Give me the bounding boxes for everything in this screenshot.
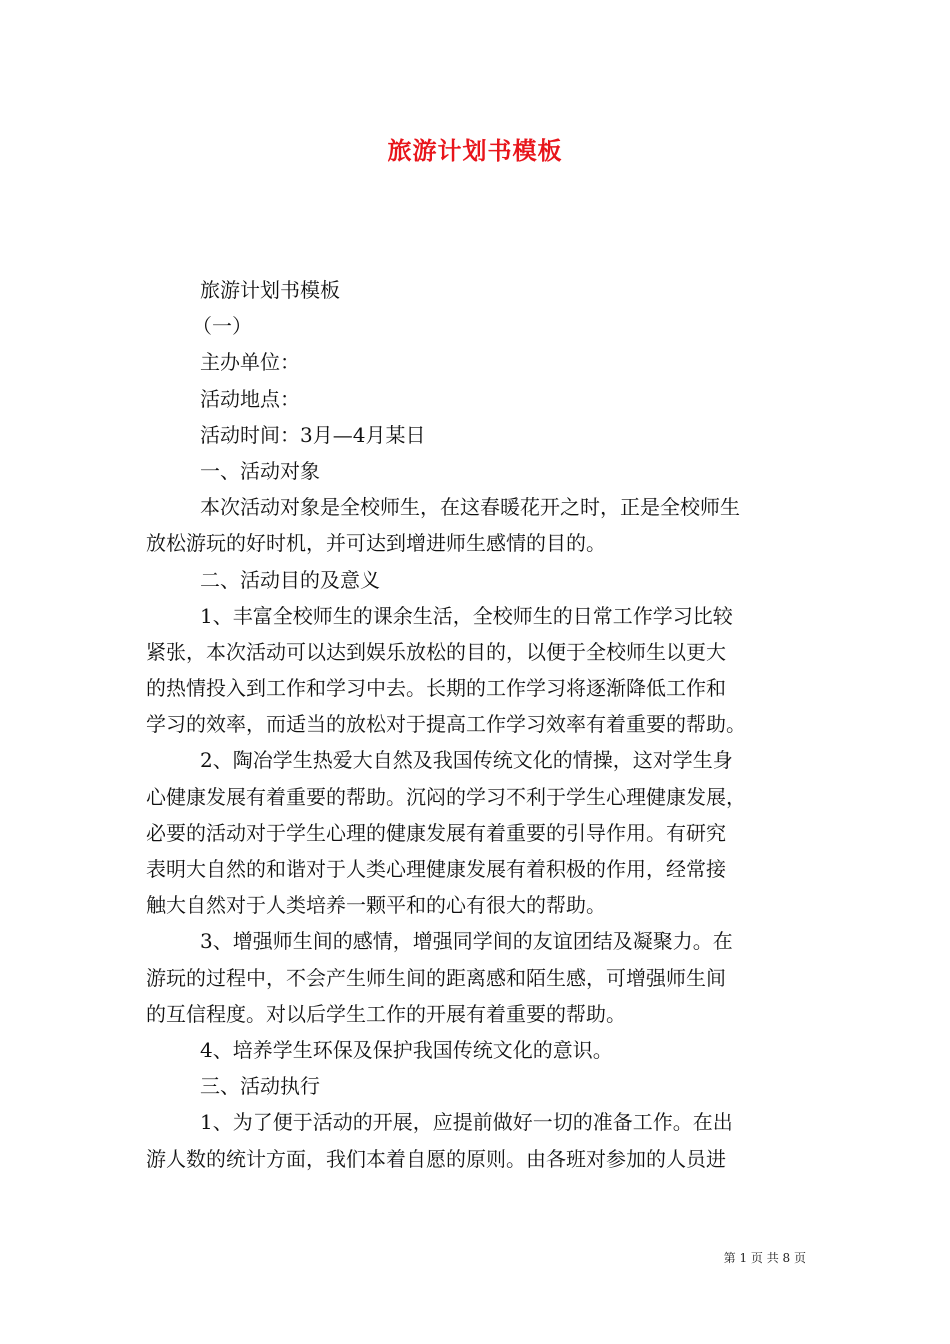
text-line: 本次活动对象是全校师生，在这春暖花开之时，正是全校师生 (200, 495, 740, 520)
text-line: 紧张，本次活动可以达到娱乐放松的目的，以便于全校师生以更大 (146, 639, 726, 664)
text-line: 一、活动对象 (200, 458, 320, 483)
page-footer (0, 1249, 950, 1266)
text-line: 表明大自然的和谐对于人类心理健康发展有着积极的作用，经常接 (146, 857, 726, 881)
text-line: 1、丰富全校师生的课余生活，全校师生的日常工作学习比较 (200, 603, 733, 628)
text-line: 2、陶冶学生热爱大自然及我国传统文化的情操，这对学生身 (200, 748, 733, 773)
text-line: 1、为了便于活动的开展，应提前做好一切的准备工作。在出 (200, 1110, 733, 1135)
document-body (146, 272, 810, 1177)
text-line: 二、活动目的及意义 (200, 567, 380, 592)
text-line: 活动地点： (200, 386, 300, 411)
text-line: 主办单位： (200, 350, 300, 375)
text-line: 游人数的统计方面，我们本着自愿的原则。由各班对参加的人员进 (146, 1146, 726, 1171)
text-line: 3、增强师生间的感情，增强同学间的友谊团结及凝聚力。在 (200, 929, 733, 954)
text-line: 三、活动执行 (200, 1074, 320, 1099)
text-line: 必要的活动对于学生心理的健康发展有着重要的引导作用。有研究 (146, 820, 726, 845)
text-line: 放松游玩的好时机，并可达到增进师生感情的目的。 (146, 531, 606, 556)
text-line: 游玩的过程中，不会产生师生间的距离感和陌生感，可增强师生间 (146, 965, 726, 990)
text-line: 学习的效率，而适当的放松对于提高工作学习效率有着重要的帮助。 (146, 712, 746, 737)
text-line: 的热情投入到工作和学习中去。长期的工作学习将逐渐降低工作和 (146, 676, 726, 701)
page-number: 第 1 页 共 8 页 (723, 1251, 806, 1265)
document-title: 旅游计划书模板 (387, 136, 563, 165)
text-line: 心健康发展有着重要的帮助。沉闷的学习不利于学生心理健康发展， (146, 784, 746, 809)
text-line: 活动时间：3月—4月某日 (200, 422, 426, 447)
text-line: 的互信程度。对以后学生工作的开展有着重要的帮助。 (146, 1001, 626, 1026)
text-line: （一） (192, 314, 252, 339)
text-line: 触大自然对于人类培养一颗平和的心有很大的帮助。 (146, 893, 606, 918)
text-line: 旅游计划书模板 (200, 278, 340, 302)
text-line: 4、培养学生环保及保护我国传统文化的意识。 (200, 1037, 613, 1062)
